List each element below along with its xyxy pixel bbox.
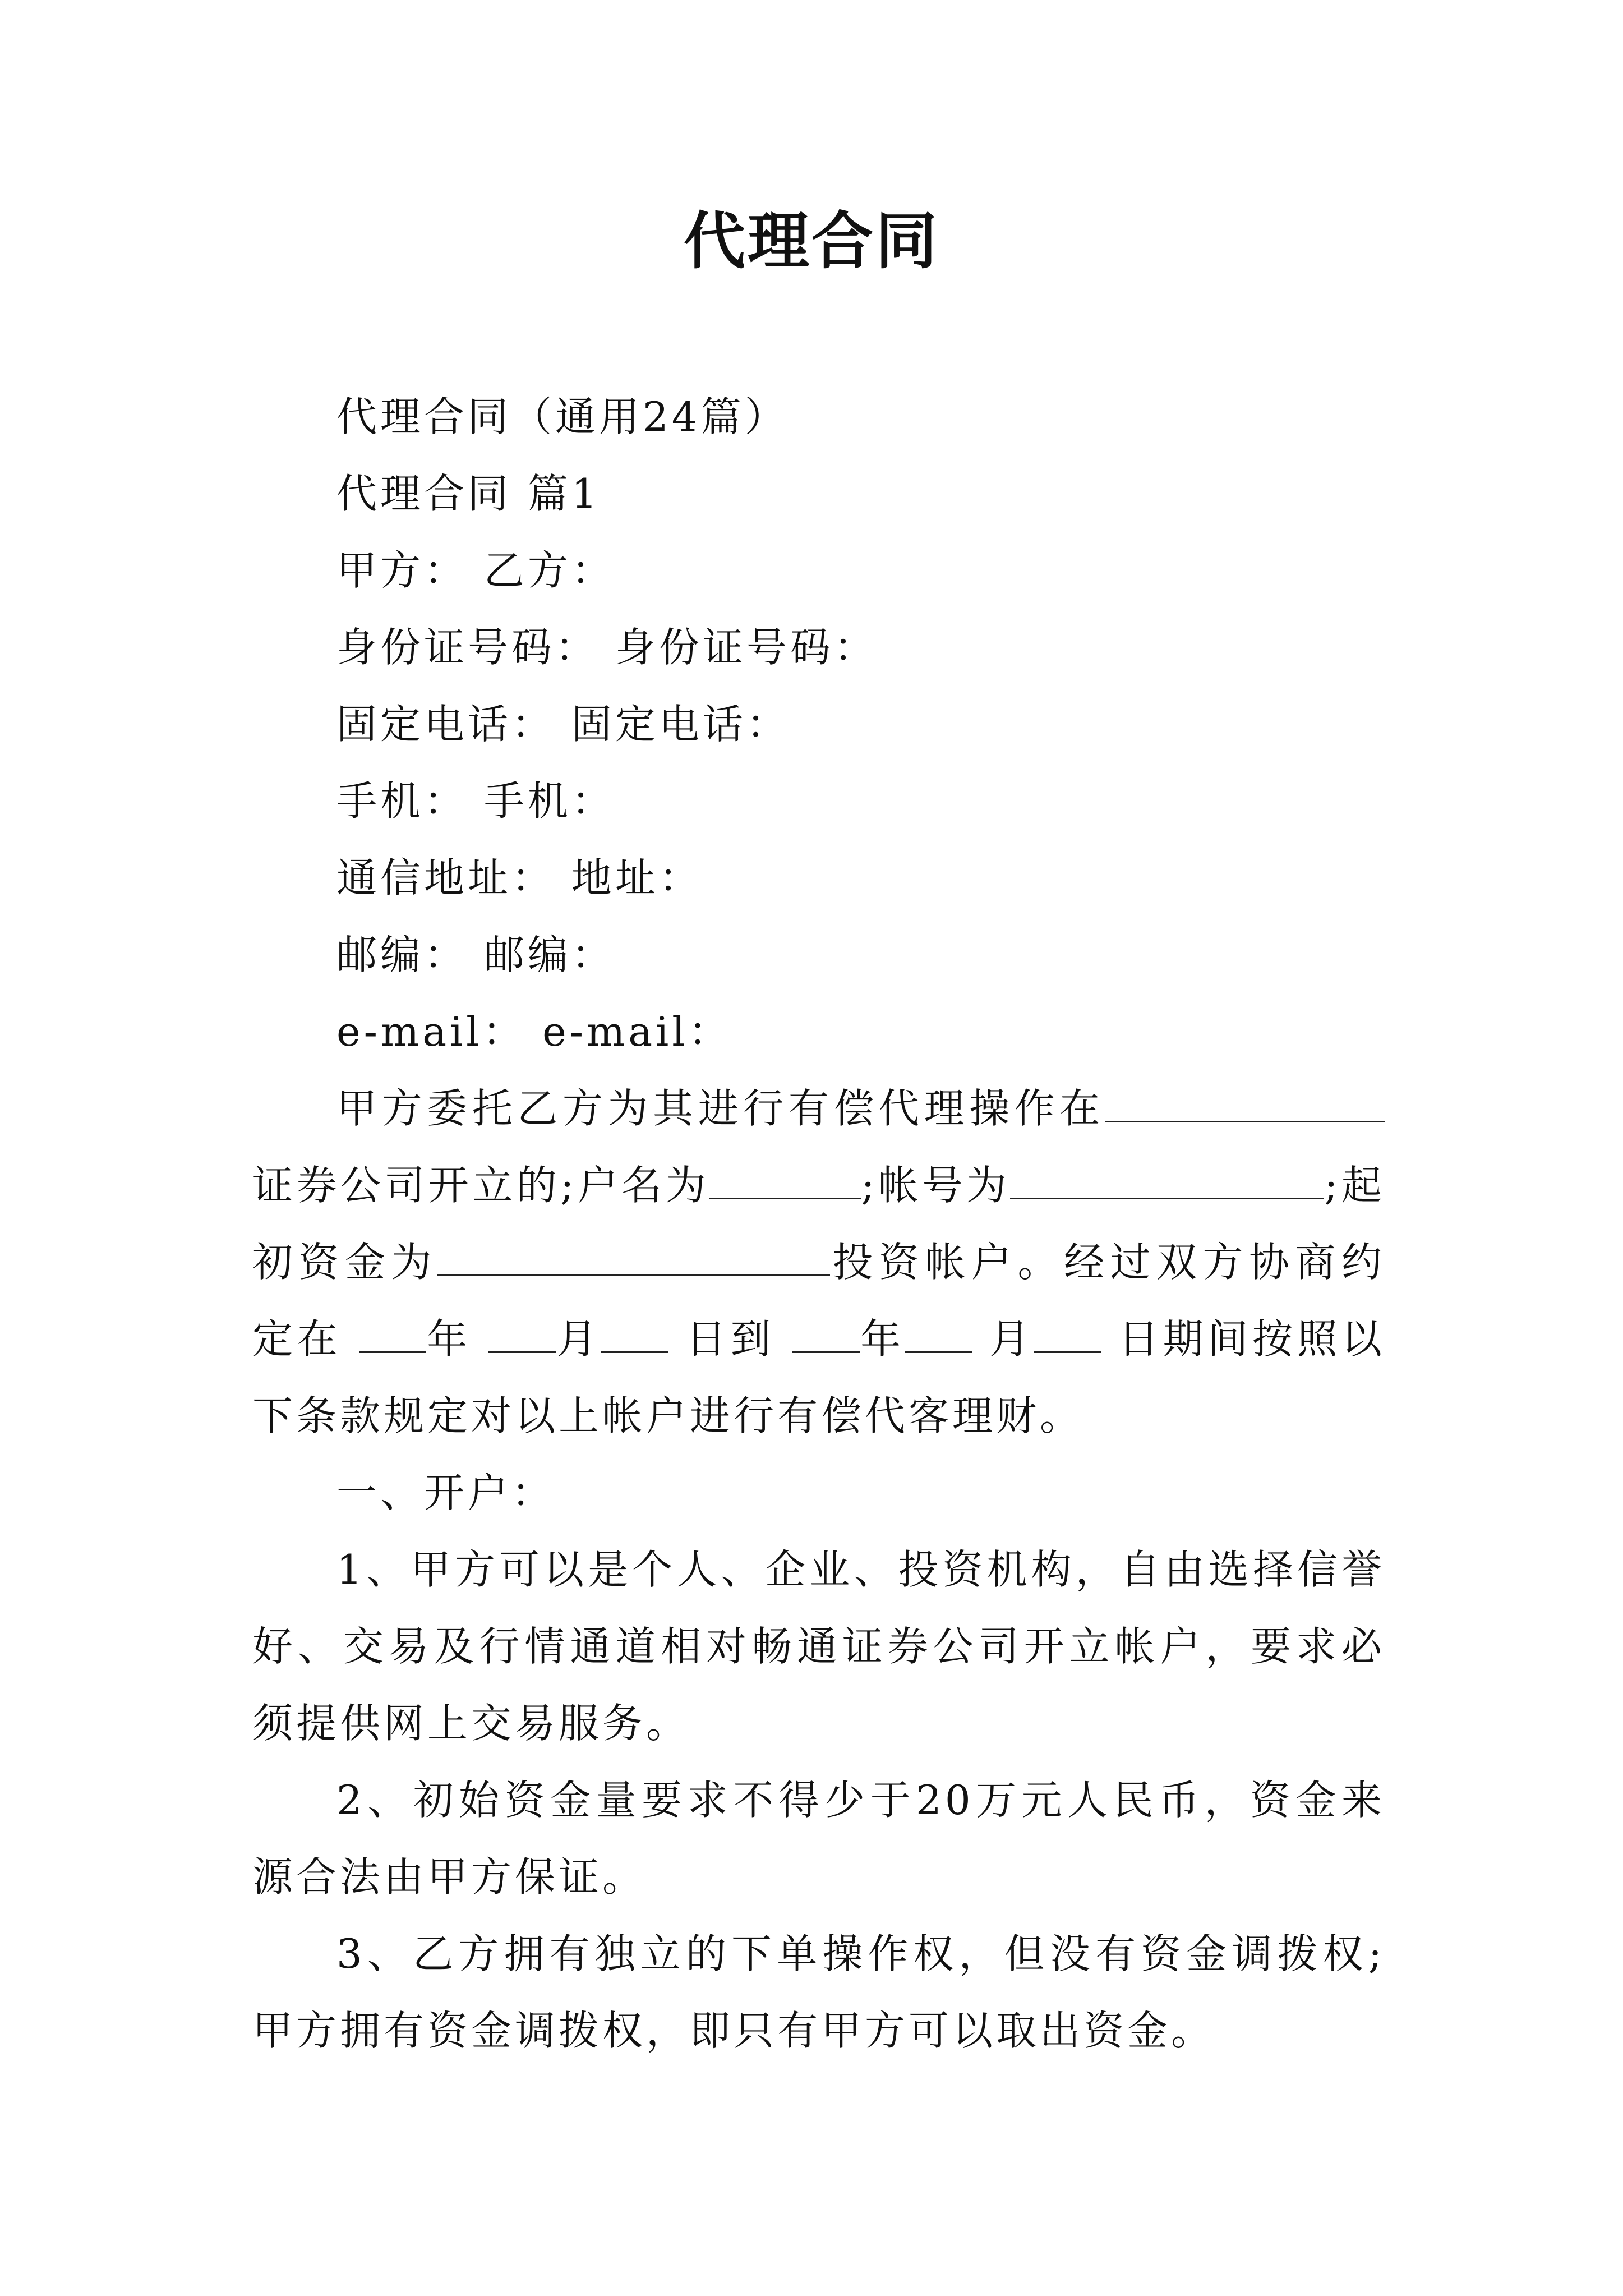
blank-end-day — [1034, 1315, 1101, 1353]
intro-text-6: 年 — [426, 1315, 472, 1363]
party-line-email: e-mail： e-mail： — [336, 1008, 732, 1055]
intro-text-2: 证券公司开立的;户名为 — [252, 1162, 710, 1209]
intro-text-5: 投资帐户。经过双方协商约定在 — [252, 1239, 1385, 1363]
intro-text-10: 月 — [989, 1315, 1034, 1363]
document-title: 代理合同 — [684, 205, 939, 277]
blank-start-day — [601, 1315, 668, 1353]
blank-end-year — [792, 1315, 860, 1353]
intro-text-3: ;帐号为 — [861, 1162, 1011, 1209]
document-subtitle: 代理合同（通用24篇） — [336, 393, 789, 440]
document-body — [252, 379, 1385, 2069]
blank-start-month — [488, 1315, 556, 1353]
intro-text-7: 月 — [556, 1315, 602, 1363]
intro-text-11: 日期间按照以下条款规定对以上帐户进行有偿代客理财。 — [252, 1315, 1386, 1439]
blank-account-name — [709, 1161, 861, 1199]
clause-2: 2、初始资金量要求不得少于20万元人民币，资金来源合法由甲方保证。 — [252, 1777, 1385, 1901]
section-heading: 代理合同 篇1 — [336, 470, 601, 517]
section-one-heading: 一、开户： — [336, 1469, 556, 1516]
party-line-id-number: 身份证号码： 身份证号码： — [336, 624, 878, 671]
party-line-mobile: 手机： 手机： — [336, 777, 615, 825]
intro-text-8: 日到 — [685, 1315, 776, 1363]
blank-initial-fund — [437, 1238, 830, 1276]
clause-1: 1、甲方可以是个人、企业、投资机构，自由选择信誉好、交易及行情通道相对畅通证券公司开立帐户，要求必须提供网上交易服务。 — [252, 1546, 1385, 1747]
intro-text-1: 甲方委托乙方为其进行有偿代理操作在 — [336, 1085, 1105, 1132]
party-line-landline: 固定电话： 固定电话： — [336, 701, 790, 748]
clause-3: 3、乙方拥有独立的下单操作权，但没有资金调拨权;甲方拥有资金调拨权，即只有甲方可以取出资金。 — [252, 1930, 1385, 2054]
intro-paragraph — [252, 1070, 1385, 1455]
party-line-parties: 甲方： 乙方： — [336, 547, 615, 594]
blank-broker — [1105, 1084, 1385, 1122]
blank-start-year — [359, 1315, 426, 1353]
blank-account-number — [1010, 1161, 1324, 1199]
party-line-address: 通信地址： 地址： — [336, 854, 703, 901]
party-line-postcode: 邮编： 邮编： — [336, 931, 615, 978]
intro-text-9: 年 — [859, 1315, 905, 1363]
blank-end-month — [905, 1315, 972, 1353]
intro-text-4: ;起初资金为 — [252, 1162, 1385, 1286]
